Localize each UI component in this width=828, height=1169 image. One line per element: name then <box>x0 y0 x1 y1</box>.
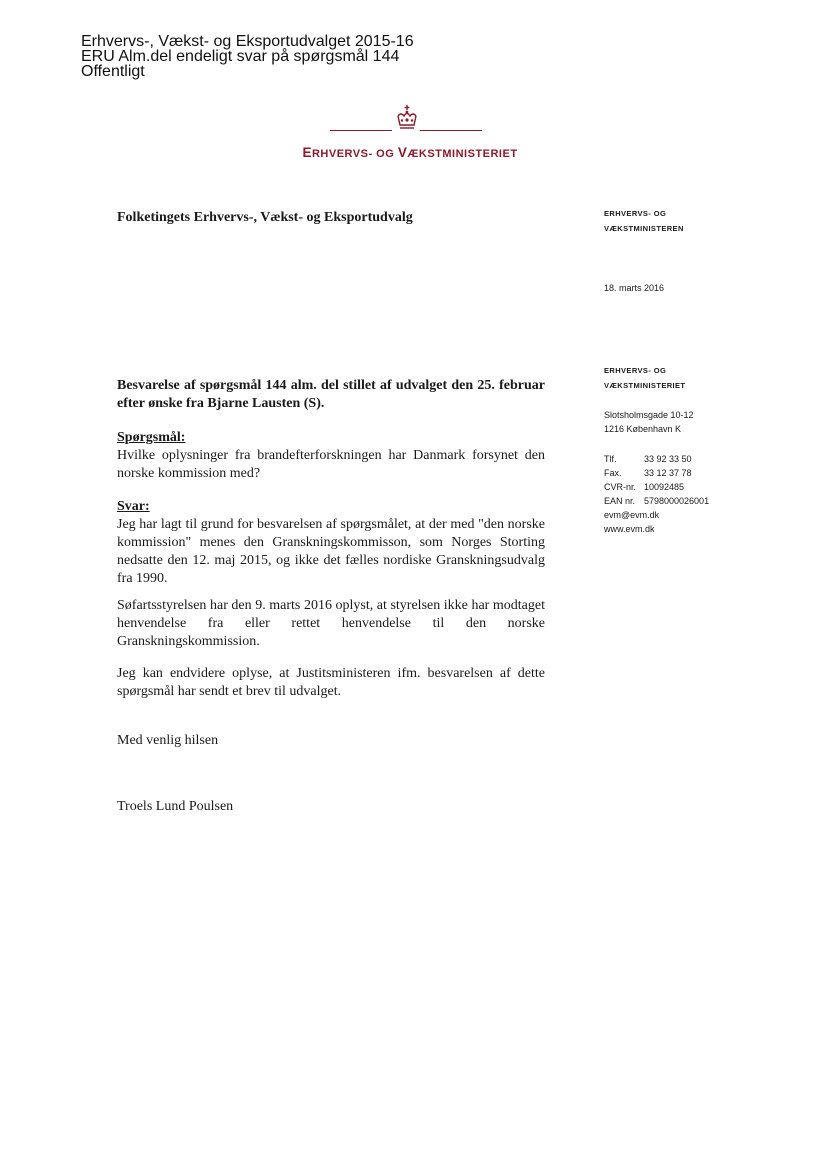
ean-value: 5798000026001 <box>644 496 710 506</box>
fax-row <box>604 466 709 480</box>
fax-label: Fax. <box>604 468 622 478</box>
website-link[interactable]: www.evm.dk <box>604 524 655 534</box>
sender-minister-line2: VÆKSTMINISTEREN <box>604 224 684 233</box>
ean-label: EAN nr. <box>604 496 636 506</box>
sender-ministry <box>604 363 685 393</box>
email-link[interactable]: evm@evm.dk <box>604 510 660 520</box>
logo-cap-2: V <box>397 145 408 160</box>
cvr-row <box>604 480 709 494</box>
letter-date: 18. marts 2016 <box>604 283 665 293</box>
letter-subject: Besvarelse af spørgsmål 144 alm. del stillet af udvalget den 25. februar efter ønske fra Bjarne Lausten (S). <box>117 378 545 411</box>
stamp-committee: Erhvervs-, Vækst- og Eksportudvalget 2015-16 <box>81 33 414 50</box>
fax-value: 33 12 37 78 <box>644 468 692 478</box>
logo-rule-right <box>420 130 482 131</box>
logo-word-mid: OG <box>372 148 398 160</box>
phone-row <box>604 452 709 466</box>
crown-icon <box>392 104 422 134</box>
sender-ministry-line1: ERHVERVS- OG <box>604 366 667 375</box>
question-heading: Spørgsmål: <box>117 430 186 445</box>
answer-paragraph-3: Jeg kan endvidere oplyse, at Justitsministeren ifm. besvarelsen af dette spørgsmål har sendt et brev til udvalget. <box>117 666 545 699</box>
address-city: 1216 København K <box>604 424 682 434</box>
answer-section <box>117 498 545 588</box>
closing: Med venlig hilsen <box>117 733 219 748</box>
phone-value: 33 92 33 50 <box>644 454 692 464</box>
answer-paragraph-2: Søfartsstyrelsen har den 9. marts 2016 oplyst, at styrelsen ikke har modtaget henvendelse fra eller rettet henvendelse til den norske Granskningskommission. <box>117 598 545 649</box>
stamp-reference: ERU Alm.del endeligt svar på spørgsmål 144 <box>81 48 400 65</box>
sender-minister-line1: ERHVERVS- OG <box>604 209 667 218</box>
document-stamp <box>81 34 414 79</box>
phone-label: Tlf. <box>604 454 617 464</box>
cvr-label: CVR-nr. <box>604 482 637 492</box>
sender-ministry-line2: VÆKSTMINISTERIET <box>604 381 686 390</box>
recipient: Folketingets Erhvervs-, Vækst- og Eksportudvalg <box>117 210 413 225</box>
logo-word-1: RHVERVS- <box>311 148 373 160</box>
logo-word-2: ÆKSTMINISTERIET <box>407 148 518 160</box>
stamp-status: Offentligt <box>81 63 145 80</box>
logo-cap-1: E <box>302 145 312 160</box>
cvr-value: 10092485 <box>644 482 685 492</box>
ean-row <box>604 494 709 508</box>
question-text: Hvilke oplysninger fra brandefterforskningen har Danmark forsynet den norske kommission med? <box>117 448 545 481</box>
answer-heading: Svar: <box>117 499 150 514</box>
contact-block <box>604 452 709 536</box>
logo-rule-left <box>330 130 392 131</box>
address-street: Slotsholmsgade 10-12 <box>604 410 694 420</box>
ministry-logo-text <box>260 145 560 160</box>
signature: Troels Lund Poulsen <box>117 799 234 814</box>
address-block <box>604 408 694 436</box>
sender-minister <box>604 206 684 236</box>
question-section <box>117 429 545 483</box>
answer-paragraph-1: Jeg har lagt til grund for besvarelsen af spørgsmålet, at der med "den norske kommission" menes den Granskningskommisson, som Norges Storting nedsatte den 12. maj 2015, og ikke det fælles nordiske Granskningsudvalg fra 1990. <box>117 517 545 586</box>
